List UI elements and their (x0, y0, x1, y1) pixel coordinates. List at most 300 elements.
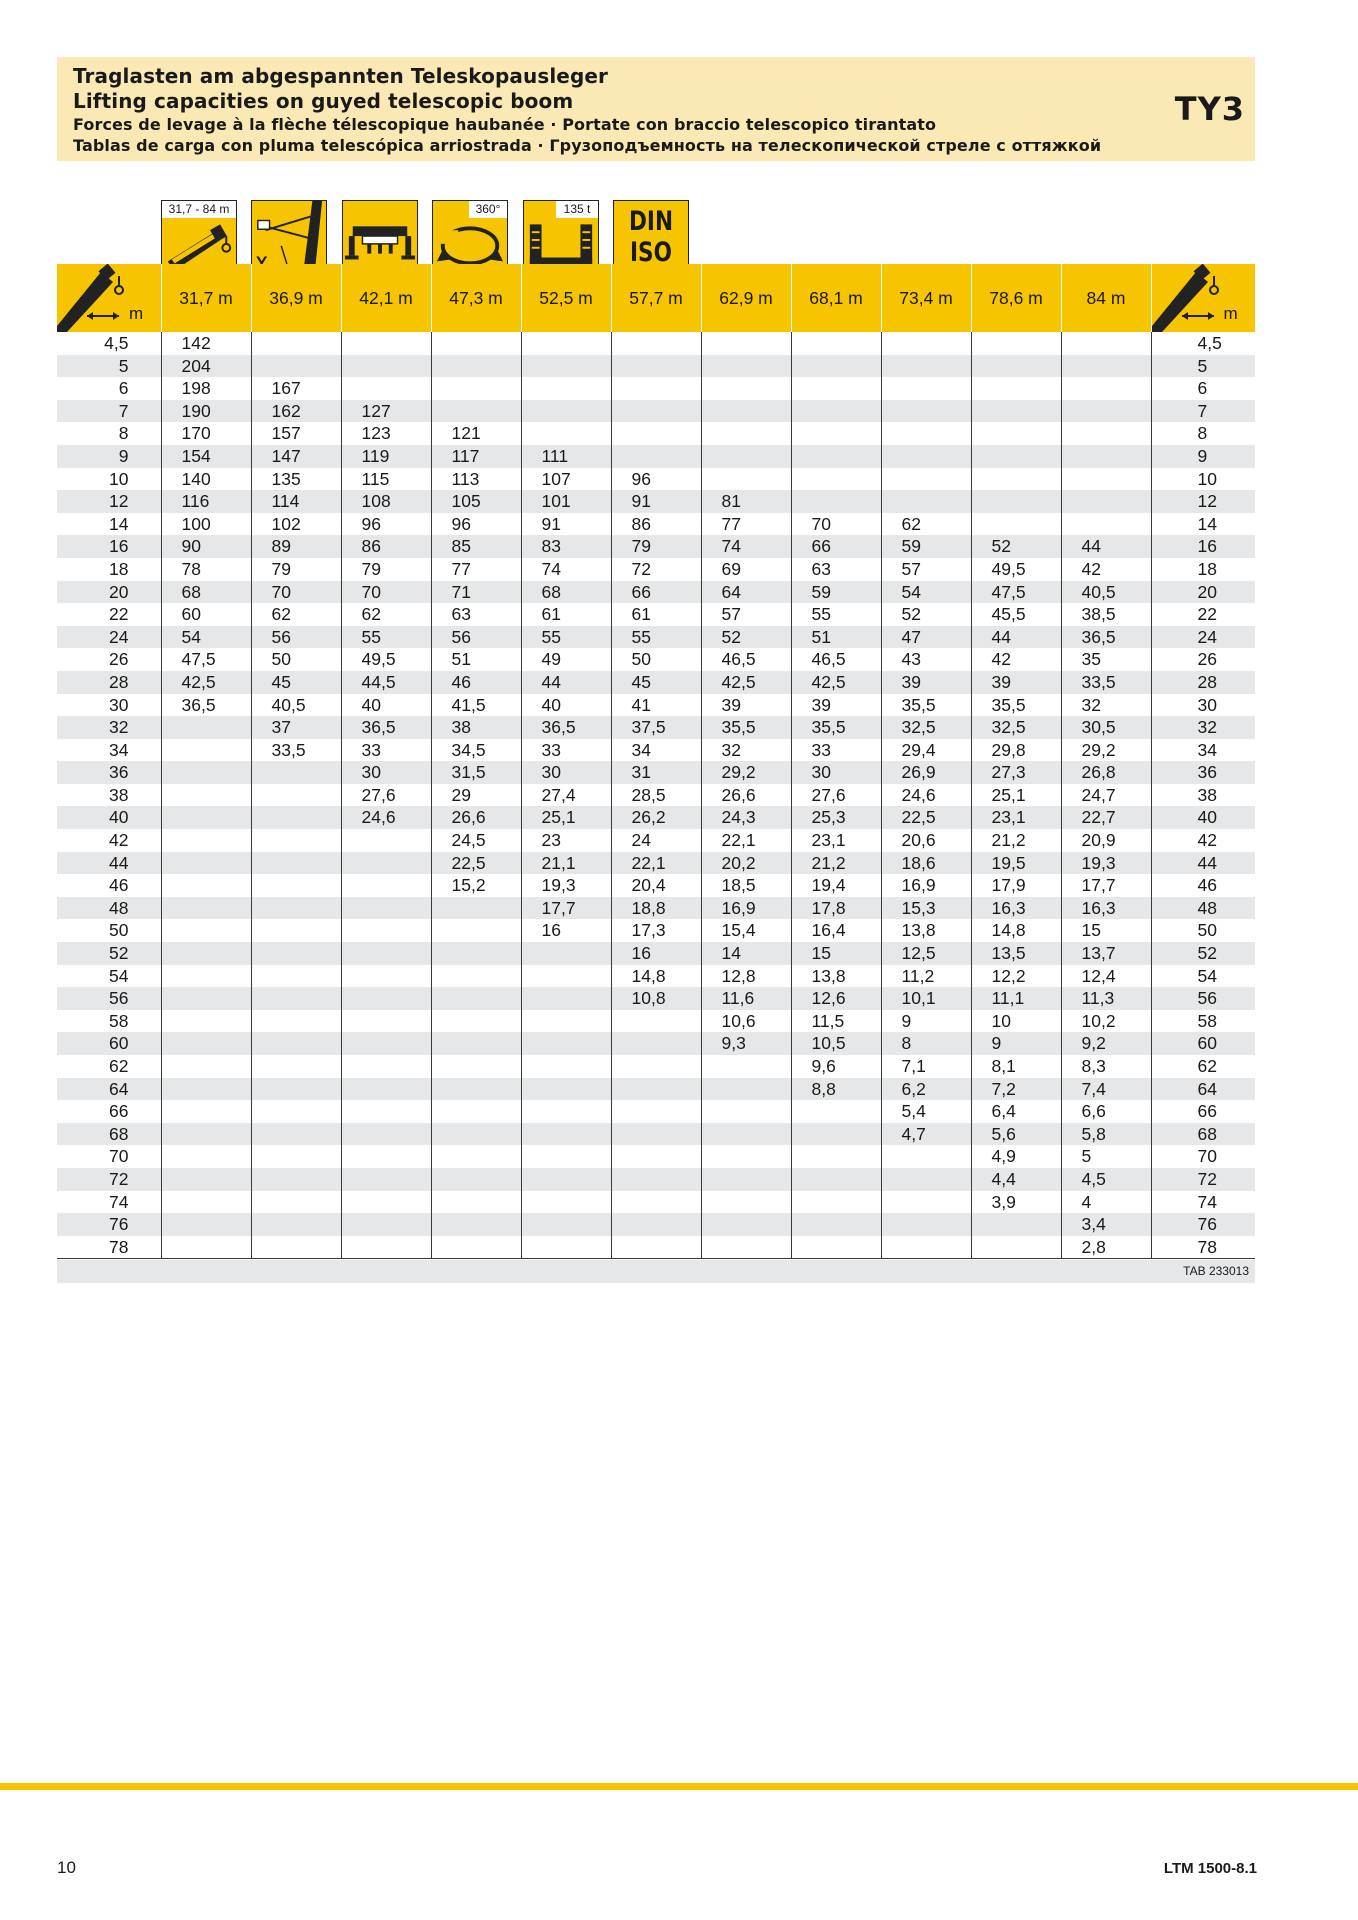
capacity-cell (251, 1123, 341, 1146)
capacity-cell (611, 1191, 701, 1214)
capacity-cell (521, 355, 611, 378)
title-french-italian: Forces de levage à la flèche télescopique haubanée · Portate con braccio telescopico tirantato (73, 115, 937, 134)
capacity-cell: 42,5 (161, 671, 251, 694)
capacity-cell: 11,2 (881, 965, 971, 988)
table-row (57, 377, 1255, 400)
capacity-cell: 86 (611, 513, 701, 536)
table-row (57, 965, 1255, 988)
capacity-cell: 107 (521, 468, 611, 491)
capacity-cell (161, 784, 251, 807)
capacity-cell (431, 987, 521, 1010)
capacity-cell (161, 897, 251, 920)
capacity-cell (251, 1191, 341, 1214)
table-row (57, 1145, 1255, 1168)
capacity-cell (251, 942, 341, 965)
capacity-cell (251, 919, 341, 942)
table-row (57, 626, 1255, 649)
capacity-cell: 127 (341, 400, 431, 423)
capacity-cell (251, 874, 341, 897)
capacity-cell (431, 1236, 521, 1259)
capacity-cell: 20,4 (611, 874, 701, 897)
capacity-cell: 55 (791, 603, 881, 626)
capacity-cell: 170 (161, 422, 251, 445)
capacity-cell (431, 897, 521, 920)
capacity-cell (161, 1123, 251, 1146)
radius-cell: 20 (1151, 581, 1255, 604)
capacity-cell: 30 (341, 761, 431, 784)
capacity-cell: 77 (431, 558, 521, 581)
capacity-cell: 39 (701, 694, 791, 717)
radius-cell: 78 (1151, 1236, 1255, 1259)
capacity-cell: 8 (881, 1032, 971, 1055)
lifting-capacity-table (57, 264, 1255, 1259)
radius-cell: 10 (1151, 468, 1255, 491)
capacity-cell (881, 1168, 971, 1191)
radius-cell: 14 (109, 513, 129, 534)
capacity-cell: 20,6 (881, 829, 971, 852)
capacity-cell: 21,1 (521, 852, 611, 875)
capacity-cell: 45 (611, 671, 701, 694)
capacity-cell (161, 1055, 251, 1078)
capacity-cell: 16,9 (701, 897, 791, 920)
capacity-cell: 62 (341, 603, 431, 626)
capacity-cell: 19,4 (791, 874, 881, 897)
capacity-cell: 66 (791, 535, 881, 558)
capacity-cell (521, 1168, 611, 1191)
capacity-cell (881, 468, 971, 491)
radius-cell: 70 (109, 1146, 129, 1167)
capacity-cell: 29 (431, 784, 521, 807)
capacity-cell (611, 445, 701, 468)
capacity-cell (611, 1078, 701, 1101)
capacity-cell: 25,3 (791, 806, 881, 829)
capacity-cell: 22,5 (881, 806, 971, 829)
capacity-cell: 4,9 (971, 1145, 1061, 1168)
table-row (57, 513, 1255, 536)
capacity-cell (971, 490, 1061, 513)
radius-cell: 36 (109, 762, 129, 783)
capacity-cell (521, 1032, 611, 1055)
capacity-cell: 24 (611, 829, 701, 852)
capacity-cell: 2,8 (1061, 1236, 1151, 1259)
radius-cell: 24 (1151, 626, 1255, 649)
capacity-cell (431, 1078, 521, 1101)
capacity-cell (1061, 513, 1151, 536)
capacity-cell (1061, 422, 1151, 445)
capacity-cell (881, 1145, 971, 1168)
capacity-cell (701, 1191, 791, 1214)
capacity-cell: 96 (611, 468, 701, 491)
capacity-cell: 16,3 (1061, 897, 1151, 920)
capacity-cell: 44 (971, 626, 1061, 649)
capacity-cell: 70 (791, 513, 881, 536)
capacity-cell: 24,3 (701, 806, 791, 829)
capacity-cell: 44 (521, 671, 611, 694)
capacity-cell (791, 332, 881, 355)
capacity-cell (1061, 490, 1151, 513)
capacity-cell: 21,2 (791, 852, 881, 875)
capacity-cell (161, 874, 251, 897)
capacity-cell: 49 (521, 648, 611, 671)
radius-cell: 62 (1151, 1055, 1255, 1078)
radius-cell: 10 (109, 468, 129, 489)
capacity-cell: 47,5 (971, 581, 1061, 604)
radius-cell: 48 (109, 897, 129, 918)
capacity-cell: 28,5 (611, 784, 701, 807)
capacity-cell: 61 (521, 603, 611, 626)
capacity-cell (971, 513, 1061, 536)
radius-cell: 56 (1151, 987, 1255, 1010)
capacity-cell (881, 332, 971, 355)
capacity-cell: 18,8 (611, 897, 701, 920)
radius-cell: 26 (1151, 648, 1255, 671)
capacity-cell: 30 (791, 761, 881, 784)
capacity-cell (161, 942, 251, 965)
capacity-cell: 10,1 (881, 987, 971, 1010)
capacity-cell: 40 (341, 694, 431, 717)
capacity-cell: 61 (611, 603, 701, 626)
capacity-cell (251, 897, 341, 920)
capacity-cell (791, 468, 881, 491)
capacity-cell (341, 1032, 431, 1055)
capacity-cell: 8,3 (1061, 1055, 1151, 1078)
capacity-cell: 36,5 (521, 716, 611, 739)
capacity-cell (161, 1168, 251, 1191)
capacity-cell: 19,5 (971, 852, 1061, 875)
capacity-cell: 30,5 (1061, 716, 1151, 739)
capacity-cell (251, 806, 341, 829)
capacity-cell (791, 1123, 881, 1146)
capacity-cell (611, 1055, 701, 1078)
capacity-cell (161, 1191, 251, 1214)
capacity-cell: 46,5 (701, 648, 791, 671)
capacity-cell (1061, 400, 1151, 423)
radius-cell: 64 (1151, 1078, 1255, 1101)
capacity-cell: 114 (251, 490, 341, 513)
capacity-cell (611, 1032, 701, 1055)
radius-cell: 16 (1151, 535, 1255, 558)
capacity-cell: 42 (971, 648, 1061, 671)
capacity-cell: 37 (251, 716, 341, 739)
capacity-cell (341, 987, 431, 1010)
capacity-cell: 31 (611, 761, 701, 784)
capacity-cell: 55 (341, 626, 431, 649)
capacity-cell: 4,4 (971, 1168, 1061, 1191)
radius-cell: 66 (1151, 1100, 1255, 1123)
capacity-cell: 108 (341, 490, 431, 513)
capacity-cell: 34,5 (431, 739, 521, 762)
boom-length-header: 57,7 m (611, 264, 701, 332)
capacity-cell (611, 377, 701, 400)
capacity-cell: 69 (701, 558, 791, 581)
footer-divider (0, 1783, 1358, 1790)
capacity-cell (881, 422, 971, 445)
capacity-cell (431, 355, 521, 378)
capacity-cell (791, 1168, 881, 1191)
capacity-cell: 35,5 (791, 716, 881, 739)
table-row (57, 535, 1255, 558)
radius-cell: 46 (1151, 874, 1255, 897)
capacity-cell: 27,6 (791, 784, 881, 807)
radius-cell: 44 (1151, 852, 1255, 875)
radius-cell: 38 (109, 784, 129, 805)
capacity-cell (971, 422, 1061, 445)
radius-cell: 6 (118, 378, 129, 399)
capacity-cell: 42,5 (791, 671, 881, 694)
capacity-cell: 49,5 (971, 558, 1061, 581)
capacity-cell (341, 897, 431, 920)
capacity-cell (251, 987, 341, 1010)
capacity-cell: 7,4 (1061, 1078, 1151, 1101)
capacity-cell: 6,4 (971, 1100, 1061, 1123)
capacity-cell (971, 468, 1061, 491)
radius-header-right (1151, 264, 1255, 332)
capacity-cell: 39 (791, 694, 881, 717)
table-row (57, 422, 1255, 445)
radius-cell: 26 (109, 649, 129, 670)
capacity-cell: 33 (341, 739, 431, 762)
capacity-cell: 140 (161, 468, 251, 491)
capacity-cell (341, 852, 431, 875)
capacity-cell: 40 (521, 694, 611, 717)
capacity-cell (431, 332, 521, 355)
capacity-cell: 4,7 (881, 1123, 971, 1146)
capacity-cell: 12,5 (881, 942, 971, 965)
capacity-cell: 24,6 (341, 806, 431, 829)
capacity-cell (251, 1100, 341, 1123)
table-row (57, 490, 1255, 513)
capacity-cell (431, 1032, 521, 1055)
capacity-cell: 35,5 (881, 694, 971, 717)
capacity-cell: 22,7 (1061, 806, 1151, 829)
capacity-cell (791, 1236, 881, 1259)
capacity-cell: 57 (881, 558, 971, 581)
table-reference: TAB 233013 (57, 1260, 1255, 1283)
crane-radius-icon (57, 264, 161, 332)
capacity-cell: 101 (521, 490, 611, 513)
radius-cell: 8 (1151, 422, 1255, 445)
capacity-cell (791, 400, 881, 423)
radius-cell: 68 (109, 1123, 129, 1144)
capacity-cell: 8,1 (971, 1055, 1061, 1078)
capacity-cell: 11,6 (701, 987, 791, 1010)
table-row (57, 445, 1255, 468)
table-row (57, 1168, 1255, 1191)
capacity-cell: 26,8 (1061, 761, 1151, 784)
table-row (57, 1078, 1255, 1101)
radius-cell: 7 (1151, 400, 1255, 423)
capacity-cell (521, 1078, 611, 1101)
capacity-cell: 17,9 (971, 874, 1061, 897)
capacity-cell (251, 1145, 341, 1168)
capacity-cell: 64 (701, 581, 791, 604)
capacity-cell: 79 (251, 558, 341, 581)
capacity-cell: 6,2 (881, 1078, 971, 1101)
capacity-cell: 6,6 (1061, 1100, 1151, 1123)
capacity-cell: 17,8 (791, 897, 881, 920)
capacity-cell: 23 (521, 829, 611, 852)
capacity-cell (431, 377, 521, 400)
capacity-cell: 59 (881, 535, 971, 558)
capacity-cell (791, 1100, 881, 1123)
capacity-cell (701, 1145, 791, 1168)
capacity-cell: 10,5 (791, 1032, 881, 1055)
capacity-cell (431, 965, 521, 988)
capacity-cell (521, 965, 611, 988)
radius-cell: 62 (109, 1056, 129, 1076)
capacity-cell: 22,1 (611, 852, 701, 875)
capacity-cell: 113 (431, 468, 521, 491)
capacity-cell: 60 (161, 603, 251, 626)
capacity-cell: 96 (431, 513, 521, 536)
capacity-cell: 26,2 (611, 806, 701, 829)
table-row (57, 1100, 1255, 1123)
capacity-cell: 162 (251, 400, 341, 423)
capacity-cell (701, 400, 791, 423)
capacity-cell (611, 355, 701, 378)
capacity-cell (881, 1191, 971, 1214)
capacity-cell: 54 (881, 581, 971, 604)
capacity-cell: 23,1 (971, 806, 1061, 829)
capacity-cell: 16,3 (971, 897, 1061, 920)
counterweight-label: 135 t (556, 201, 598, 218)
capacity-cell (971, 400, 1061, 423)
table-row (57, 1191, 1255, 1214)
capacity-cell (251, 332, 341, 355)
radius-cell: 5 (1151, 355, 1255, 378)
capacity-cell: 70 (251, 581, 341, 604)
capacity-cell: 12,4 (1061, 965, 1151, 988)
capacity-cell (431, 919, 521, 942)
capacity-cell (611, 1123, 701, 1146)
capacity-cell (521, 1010, 611, 1033)
capacity-cell: 10,8 (611, 987, 701, 1010)
capacity-cell (1061, 468, 1151, 491)
capacity-cell (431, 1123, 521, 1146)
capacity-cell: 9 (881, 1010, 971, 1033)
table-row (57, 784, 1255, 807)
capacity-cell (251, 1078, 341, 1101)
capacity-cell (341, 919, 431, 942)
capacity-cell: 24,7 (1061, 784, 1151, 807)
table-row (57, 468, 1255, 491)
capacity-cell: 35,5 (971, 694, 1061, 717)
capacity-cell: 34 (611, 739, 701, 762)
capacity-cell (701, 1213, 791, 1236)
capacity-cell: 9,6 (791, 1055, 881, 1078)
radius-cell: 52 (109, 943, 129, 964)
table-row (57, 1123, 1255, 1146)
radius-header-left (57, 264, 161, 332)
capacity-cell: 55 (611, 626, 701, 649)
title-german: Traglasten am abgespannten Teleskopausleger (73, 64, 609, 88)
capacity-cell: 12,6 (791, 987, 881, 1010)
capacity-cell (701, 332, 791, 355)
radius-cell: 32 (109, 717, 129, 738)
capacity-cell: 42,5 (701, 671, 791, 694)
radius-cell: 54 (1151, 965, 1255, 988)
capacity-cell (791, 490, 881, 513)
capacity-cell: 18,6 (881, 852, 971, 875)
capacity-cell (791, 355, 881, 378)
capacity-cell: 41,5 (431, 694, 521, 717)
capacity-cell: 70 (341, 581, 431, 604)
capacity-cell (251, 829, 341, 852)
capacity-cell: 90 (161, 535, 251, 558)
capacity-cell (611, 400, 701, 423)
capacity-cell (1061, 355, 1151, 378)
capacity-cell (161, 1010, 251, 1033)
capacity-cell: 135 (251, 468, 341, 491)
capacity-cell (521, 1123, 611, 1146)
capacity-cell: 26,9 (881, 761, 971, 784)
capacity-cell: 85 (431, 535, 521, 558)
capacity-cell: 10 (971, 1010, 1061, 1033)
capacity-cell (341, 355, 431, 378)
capacity-cell: 17,3 (611, 919, 701, 942)
capacity-cell: 30 (521, 761, 611, 784)
capacity-cell: 79 (611, 535, 701, 558)
radius-cell: 78 (109, 1236, 129, 1257)
radius-cell: 50 (1151, 919, 1255, 942)
radius-cell: 14 (1151, 513, 1255, 536)
capacity-cell (971, 355, 1061, 378)
capacity-cell: 3,9 (971, 1191, 1061, 1214)
capacity-cell: 190 (161, 400, 251, 423)
capacity-cell (611, 1010, 701, 1033)
capacity-cell: 25,1 (971, 784, 1061, 807)
capacity-cell (431, 1010, 521, 1033)
capacity-cell (701, 1123, 791, 1146)
capacity-cell (431, 400, 521, 423)
radius-cell: 76 (1151, 1213, 1255, 1236)
table-row (57, 648, 1255, 671)
capacity-cell: 142 (161, 332, 251, 355)
capacity-cell (251, 761, 341, 784)
capacity-cell: 4 (1061, 1191, 1151, 1214)
capacity-cell (701, 422, 791, 445)
capacity-cell: 79 (341, 558, 431, 581)
capacity-cell: 15,2 (431, 874, 521, 897)
capacity-cell: 198 (161, 377, 251, 400)
capacity-cell: 33 (791, 739, 881, 762)
capacity-cell: 96 (341, 513, 431, 536)
capacity-cell: 39 (971, 671, 1061, 694)
capacity-cell (251, 1168, 341, 1191)
radius-cell: 9 (118, 445, 129, 466)
capacity-cell (701, 1055, 791, 1078)
capacity-cell: 116 (161, 490, 251, 513)
capacity-cell (611, 332, 701, 355)
capacity-cell (881, 355, 971, 378)
capacity-cell (251, 852, 341, 875)
capacity-cell: 15 (791, 942, 881, 965)
capacity-cell (161, 1213, 251, 1236)
radius-cell: 24 (109, 626, 129, 647)
capacity-cell (161, 739, 251, 762)
capacity-cell: 7,1 (881, 1055, 971, 1078)
capacity-cell (521, 987, 611, 1010)
radius-cell: 58 (1151, 1010, 1255, 1033)
capacity-cell (161, 1032, 251, 1055)
capacity-cell: 105 (431, 490, 521, 513)
radius-cell: 56 (109, 988, 129, 1009)
capacity-cell: 117 (431, 445, 521, 468)
capacity-cell: 50 (251, 648, 341, 671)
capacity-cell (971, 445, 1061, 468)
capacity-cell: 78 (161, 558, 251, 581)
capacity-cell: 119 (341, 445, 431, 468)
